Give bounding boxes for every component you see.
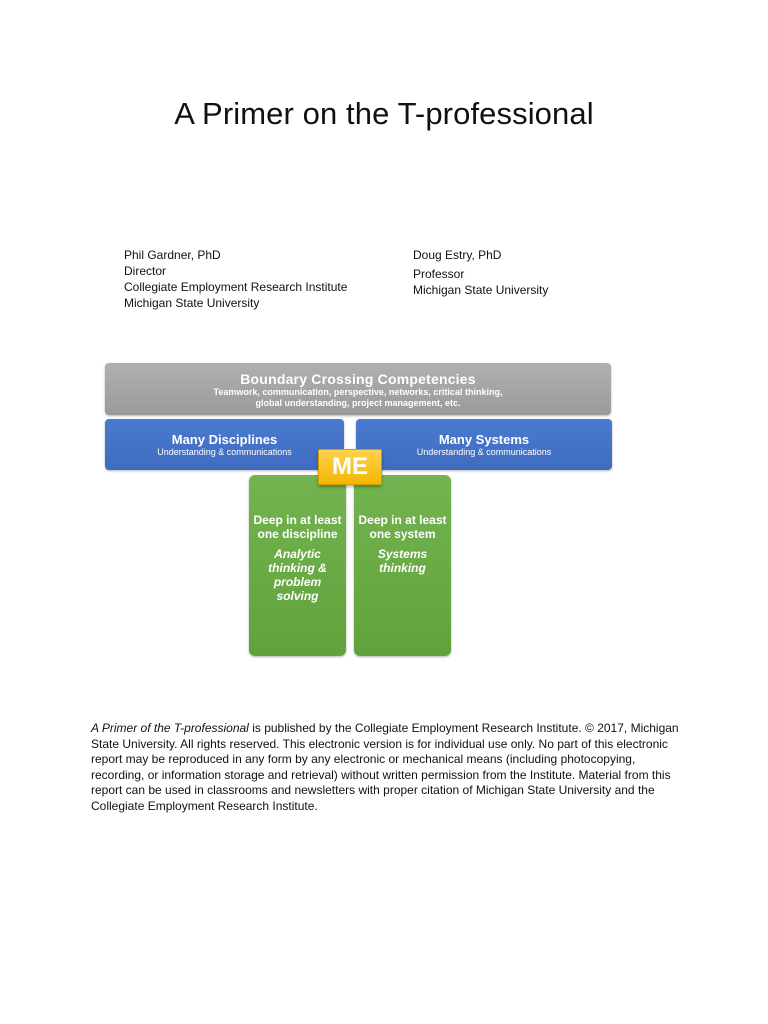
many-systems-sub: Understanding & communications	[416, 447, 552, 457]
many-disciplines-box	[105, 419, 344, 470]
author-block-estry	[413, 247, 548, 298]
deep-discipline-sub: Analytic thinking & problem solving	[268, 547, 327, 603]
deep-system-heading: Deep in at least one system	[358, 513, 447, 541]
boundary-title: Boundary Crossing Competencies	[240, 371, 476, 387]
author-affiliation: Michigan State University	[124, 296, 260, 310]
deep-system-sub: Systems thinking	[377, 547, 428, 575]
many-disciplines-sub: Understanding & communications	[157, 447, 292, 457]
publication-title-italic: A Primer of the T-professional	[91, 721, 249, 735]
deep-discipline-heading: Deep in at least one discipline	[253, 513, 342, 541]
t-professional-diagram	[105, 363, 612, 658]
copyright-notice	[91, 721, 681, 814]
author-name: Doug Estry, PhD	[413, 248, 502, 262]
many-systems-box	[356, 419, 612, 470]
many-systems-title: Many Systems	[438, 432, 530, 447]
me-badge: ME	[318, 449, 382, 485]
boundary-detail-line: Teamwork, communication, perspective, networks, critical thinking,	[213, 387, 503, 397]
boundary-detail-line: global understanding, project management, etc.	[255, 398, 461, 408]
deep-system-box	[354, 475, 451, 656]
author-affiliation: Michigan State University	[413, 283, 549, 297]
document-title: A Primer on the T-professional	[174, 96, 594, 131]
copyright-text: is published by the Collegiate Employment Research Institute. © 2017, Michigan State University. All rights reserved. This electronic version is for individual use only. No part of this electronic report may be reproduced in any form by any electronic or mechanical means (including photocopying, recording, or information storage and retrieval) without written permission from the Institute. Material from this report can be used in classrooms and newsletters with proper citation of Michigan State University and the Collegiate Employment Research Institute.	[91, 721, 679, 813]
boundary-crossing-box	[105, 363, 611, 415]
author-affiliation: Collegiate Employment Research Institute	[124, 280, 348, 294]
deep-discipline-box	[249, 475, 346, 656]
author-name: Phil Gardner, PhD	[124, 248, 221, 262]
many-disciplines-title: Many Disciplines	[171, 432, 278, 447]
author-role: Director	[124, 264, 167, 278]
author-role: Professor	[413, 267, 465, 281]
author-block-gardner	[124, 247, 347, 311]
